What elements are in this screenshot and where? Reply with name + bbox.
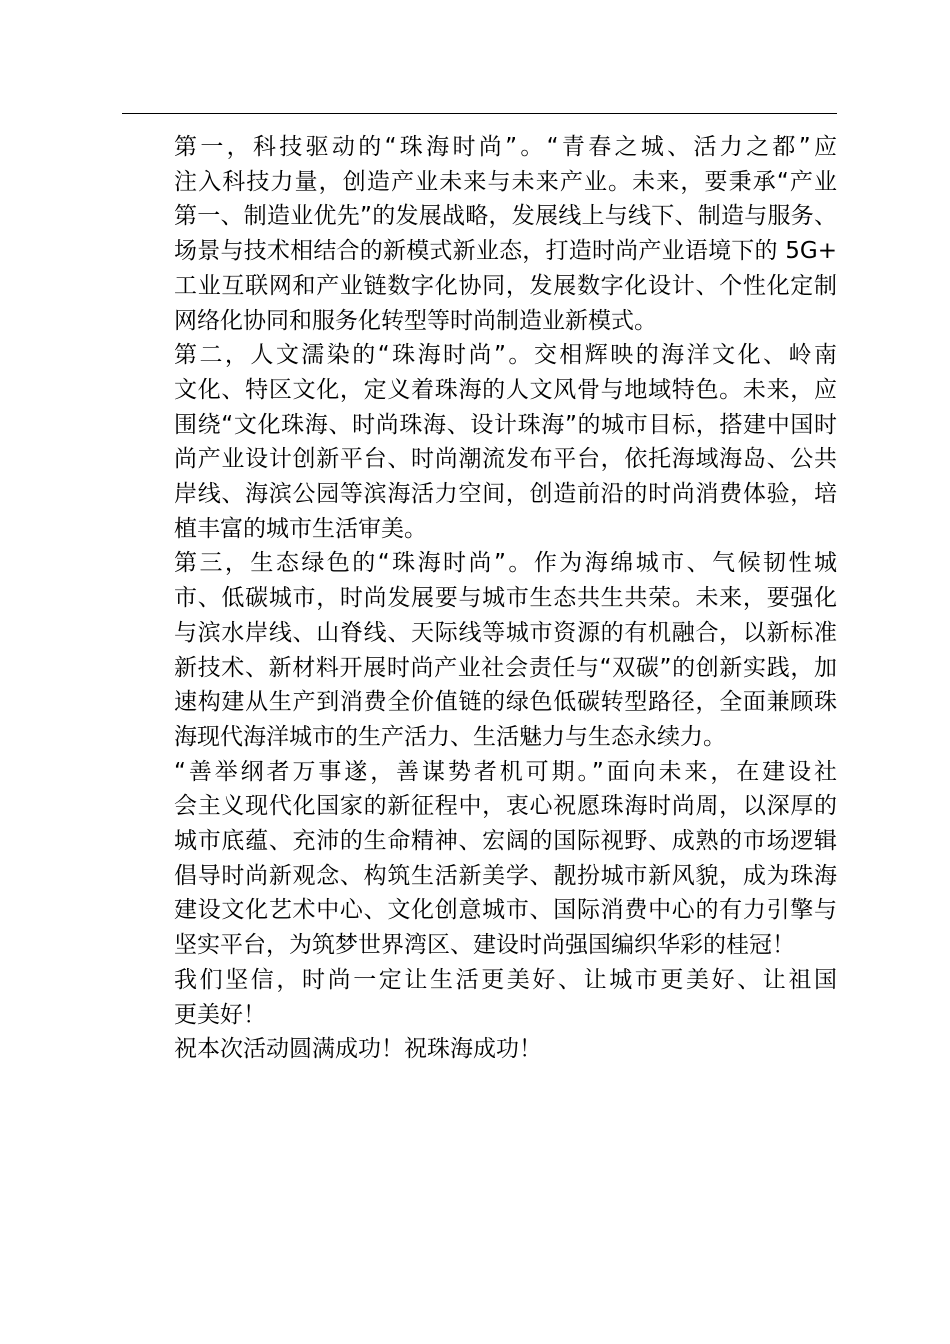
header-rule <box>122 113 837 114</box>
paragraph-closing <box>122 1032 837 1067</box>
text-line: 第三，生态绿色的“珠海时尚”。作为海绵城市、气候韧性城 <box>174 550 837 577</box>
text-line: 更美好！ <box>174 1001 266 1028</box>
text-line: 坚实平台，为筑梦世界湾区、建设时尚强国编织华彩的桂冠！ <box>174 932 795 959</box>
text-line: 城市底蕴、充沛的生命精神、宏阔的国际视野、成熟的市场逻辑 <box>174 828 837 855</box>
paragraph-ecology <box>122 546 837 754</box>
text-line: 第二，人文濡染的“珠海时尚”。交相辉映的海洋文化、岭南 <box>174 342 837 369</box>
text-line: 市、低碳城市，时尚发展要与城市生态共生共荣。未来，要强化 <box>174 585 837 612</box>
text-line: 建设文化艺术中心、文化创意城市、国际消费中心的有力引擎与 <box>174 897 837 924</box>
text-line: 与滨水岸线、山脊线、天际线等城市资源的有机融合，以新标准 <box>174 619 837 646</box>
text-line: 岸线、海滨公园等滨海活力空间，创造前沿的时尚消费体验，培 <box>174 481 837 508</box>
text-line: 网络化协同和服务化转型等时尚制造业新模式。 <box>174 307 657 334</box>
text-line: 海现代海洋城市的生产活力、生活魅力与生态永续力。 <box>174 723 726 750</box>
paragraph-technology <box>122 130 837 338</box>
text-line: 围绕“文化珠海、时尚珠海、设计珠海”的城市目标，搭建中国时 <box>174 411 837 438</box>
text-line: 第一，科技驱动的“珠海时尚”。“青春之城、活力之都”应 <box>174 134 837 160</box>
text-line: 文化、特区文化，定义着珠海的人文风骨与地域特色。未来，应 <box>174 376 837 403</box>
text-line: 工业互联网和产业链数字化协同，发展数字化设计、个性化定制 <box>174 272 837 299</box>
text-line: 第一、制造业优先”的发展战略，发展线上与线下、制造与服务、 <box>174 203 837 230</box>
text-line: 新技术、新材料开展时尚产业社会责任与“双碳”的创新实践，加 <box>174 654 837 681</box>
text-line: 我们坚信，时尚一定让生活更美好、让城市更美好、让祖国 <box>174 966 837 993</box>
text-line: 尚产业设计创新平台、时尚潮流发布平台，依托海域海岛、公共 <box>174 446 837 473</box>
paragraph-belief <box>122 963 837 1032</box>
paragraph-future <box>122 755 837 963</box>
paragraph-culture <box>122 338 837 546</box>
text-line: 植丰富的城市生活审美。 <box>174 515 427 542</box>
text-line: 祝本次活动圆满成功！祝珠海成功！ <box>174 1036 542 1063</box>
text-line: 速构建从生产到消费全价值链的绿色低碳转型路径，全面兼顾珠 <box>174 689 837 716</box>
text-line: 场景与技术相结合的新模式新业态，打造时尚产业语境下的 5G+ <box>174 238 837 265</box>
text-line: 会主义现代化国家的新征程中，衷心祝愿珠海时尚周，以深厚的 <box>174 793 837 820</box>
text-line: “善举纲者万事遂，善谋势者机可期。”面向未来，在建设社 <box>174 758 837 785</box>
text-line: 注入科技力量，创造产业未来与未来产业。未来，要秉承“产业 <box>174 168 837 195</box>
document-body <box>122 130 837 1067</box>
text-line: 倡导时尚新观念、构筑生活新美学、靓扮城市新风貌，成为珠海 <box>174 862 837 889</box>
